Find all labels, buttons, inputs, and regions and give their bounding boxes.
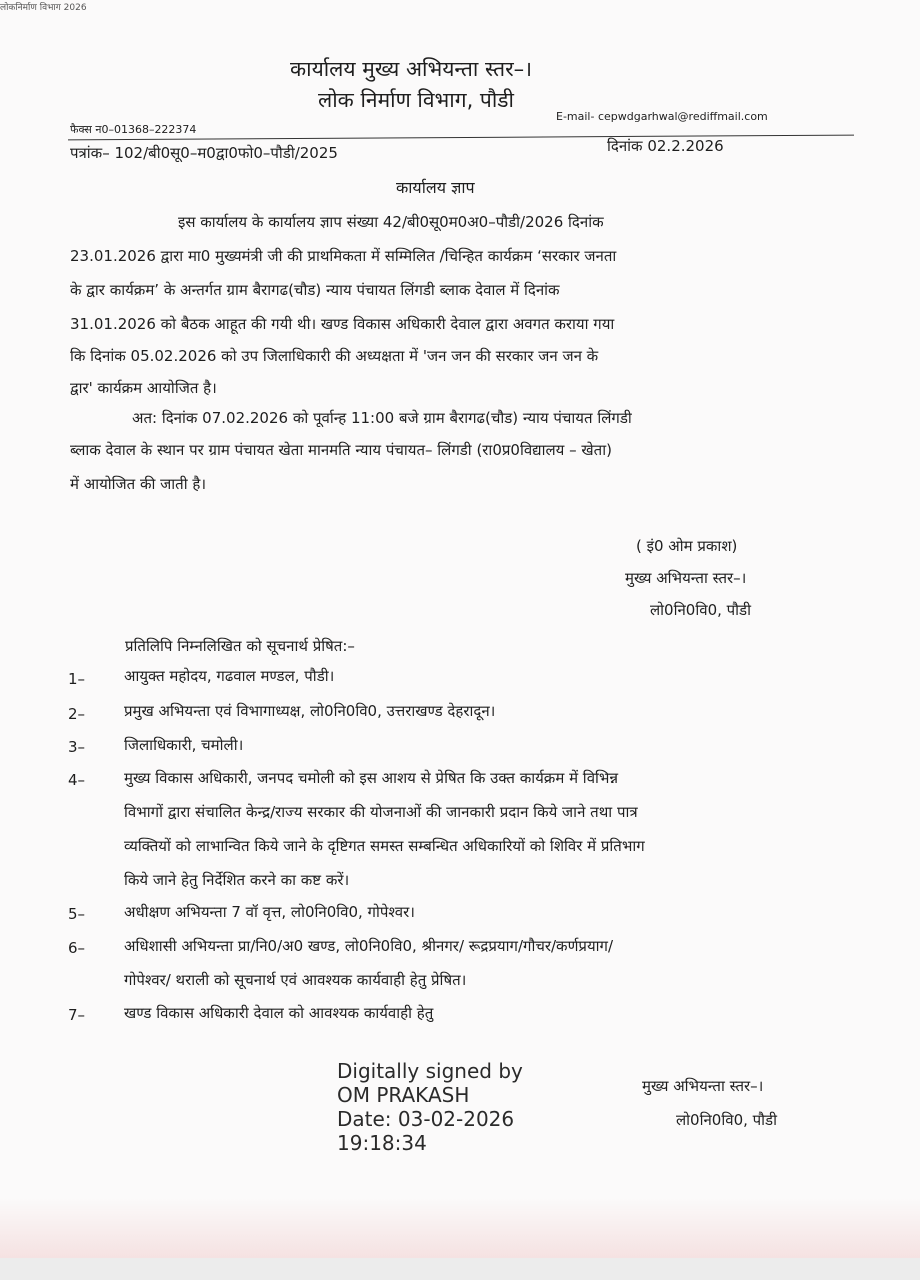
copy-item-text: किये जाने हेतु निर्देशित करने का कष्ट करें। bbox=[124, 871, 350, 889]
para1-line: के द्वार कार्यक्रम’ के अन्तर्गत ग्राम बैरागढ(चौड) न्याय पंचायत लिंगडी ब्लाक देवाल में दिनांक bbox=[70, 281, 560, 299]
letter-date: दिनांक 02.2.2026 bbox=[607, 137, 724, 155]
copy-item-text: व्यक्तियों को लाभान्वित किये जाने के दृष्टिगत समस्त सम्बन्धित अधिकारियों को शिविर में प्रतिभाग bbox=[124, 837, 645, 855]
page-bottom-tint bbox=[0, 1198, 920, 1258]
para2-line: में आयोजित की जाती है। bbox=[70, 475, 207, 493]
email-address: E-mail- cepwdgarhwal@rediffmail.com bbox=[556, 110, 768, 123]
signatory-office: लो0नि0वि0, पौडी bbox=[650, 601, 751, 619]
digital-signature-time: 19:18:34 bbox=[337, 1131, 427, 1155]
copy-item-text: आयुक्त महोदय, गढवाल मण्डल, पौडी। bbox=[124, 667, 335, 685]
para1-line: द्वार' कार्यक्रम आयोजित है। bbox=[70, 379, 217, 397]
digital-signature-date: Date: 03-02-2026 bbox=[337, 1107, 515, 1131]
copy-item-text: गोपेश्वर/ थराली को सूचनार्थ एवं आवश्यक कार्यवाही हेतु प्रेषित। bbox=[124, 971, 467, 989]
digital-signature-block bbox=[337, 1059, 523, 1155]
copy-item-number: 7– bbox=[68, 1006, 86, 1024]
memo-title: कार्यालय ज्ञाप bbox=[396, 178, 475, 197]
copy-item-text: प्रमुख अभियन्ता एवं विभागाध्यक्ष, लो0नि0वि0, उत्तराखण्ड देहरादून। bbox=[124, 702, 496, 720]
top-strip-text: लोकनिर्माण विभाग 2026 bbox=[0, 3, 87, 13]
footer-signatory-office: लो0नि0वि0, पौडी bbox=[676, 1111, 777, 1129]
copy-item-text: अधीक्षण अभियन्ता 7 वॉ वृत्त, लो0नि0वि0, गोपेश्वर। bbox=[124, 903, 415, 921]
para1-line: कि दिनांक 05.02.2026 को उप जिलाधिकारी की अध्यक्षता में 'जन जन की सरकार जन जन के bbox=[70, 347, 599, 365]
copy-item-number: 5– bbox=[68, 905, 86, 923]
copy-item-number: 1– bbox=[68, 670, 86, 688]
digital-signature-line: Digitally signed by bbox=[337, 1059, 523, 1083]
copy-item-text: जिलाधिकारी, चमोली। bbox=[124, 736, 244, 754]
department-name: लोक निर्माण विभाग, पौडी bbox=[318, 88, 514, 112]
para2-line: अत: दिनांक 07.02.2026 को पूर्वान्ह 11:00 बजे ग्राम बैरागढ(चौड) न्याय पंचायत लिंगडी bbox=[132, 409, 632, 427]
digital-signature-signer: OM PRAKASH bbox=[337, 1083, 470, 1107]
signatory-designation: मुख्य अभियन्ता स्तर–। bbox=[625, 569, 747, 587]
copy-to-heading: प्रतिलिपि निम्नलिखित को सूचनार्थ प्रेषित:– bbox=[125, 637, 355, 655]
para1-line: इस कार्यालय के कार्यालय ज्ञाप संख्या 42/बी0सू0म0अ0–पौडी/2026 दिनांक bbox=[178, 213, 604, 231]
para2-line: ब्लाक देवाल के स्थान पर ग्राम पंचायत खेता मानमति न्याय पंचायत– लिंगडी (रा0प्र0विद्यालय – खेता) bbox=[70, 441, 612, 459]
footer-signatory-designation: मुख्य अभियन्ता स्तर–। bbox=[642, 1077, 764, 1095]
office-title: कार्यालय मुख्य अभियन्ता स्तर–। bbox=[290, 57, 533, 81]
copy-item-text: मुख्य विकास अधिकारी, जनपद चमोली को इस आशय से प्रेषित कि उक्त कार्यक्रम में विभिन्न bbox=[124, 769, 619, 787]
copy-item-text: अधिशासी अभियन्ता प्रा/नि0/अ0 खण्ड, लो0नि0वि0, श्रीनगर/ रूद्रप्रयाग/गौचर/कर्णप्रयाग/ bbox=[124, 937, 614, 955]
copy-item-number: 2– bbox=[68, 705, 86, 723]
copy-item-text: विभागों द्वारा संचालित केन्द्र/राज्य सरकार की योजनाओं की जानकारी प्रदान किये जाने तथा पात्र bbox=[124, 803, 638, 821]
copy-item-number: 3– bbox=[68, 738, 86, 756]
signatory-name: ( इं0 ओम प्रकाश) bbox=[636, 537, 738, 555]
copy-item-text: खण्ड विकास अधिकारी देवाल को आवश्यक कार्यवाही हेतु bbox=[124, 1004, 434, 1022]
fax-number: फैक्स न0–01368–222374 bbox=[70, 123, 197, 136]
para1-line: 23.01.2026 द्वारा मा0 मुख्यमंत्री जी की प्राथमिकता में सम्मिलित /चिन्हित कार्यक्रम ‘सरकार जनता bbox=[70, 247, 617, 265]
para1-line: 31.01.2026 को बैठक आहूत की गयी थी। खण्ड विकास अधिकारी देवाल द्वारा अवगत कराया गया bbox=[70, 315, 615, 333]
reference-number: पत्रांक– 102/बी0सू0–म0द्वा0फो0–पौडी/2025 bbox=[70, 144, 338, 162]
copy-item-number: 6– bbox=[68, 939, 86, 957]
copy-item-number: 4– bbox=[68, 771, 86, 789]
